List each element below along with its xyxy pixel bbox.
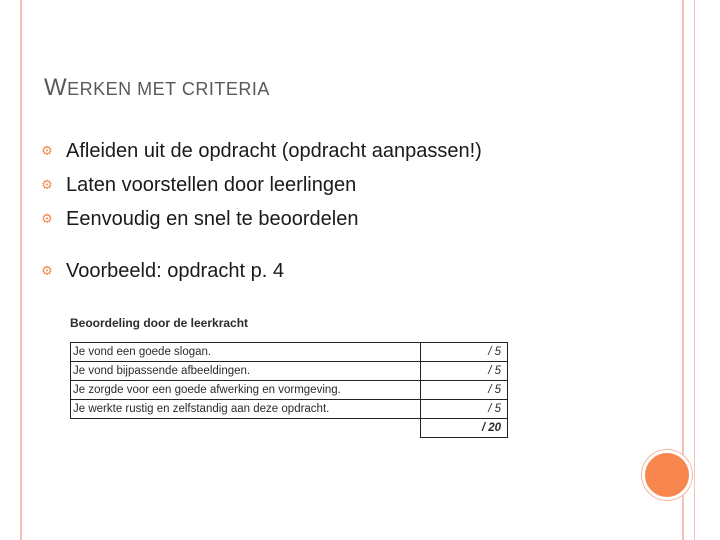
criterion-text: Je werkte rustig en zelfstandig aan deze opdracht. [71,400,421,419]
criterion-score: / 5 [421,400,508,419]
gear-icon: ⚙ [41,263,53,278]
table-row [71,381,508,400]
table-row-total [71,419,508,438]
decorative-circle [642,450,692,500]
criterion-score: / 5 [421,381,508,400]
slide-title [44,74,270,102]
criteria-image [70,316,508,438]
bullet-item [40,134,482,168]
title-first-letter: W [44,74,68,101]
criterion-score: / 5 [421,343,508,362]
criterion-text: Je vond bijpassende afbeeldingen. [71,362,421,381]
table-row [71,343,508,362]
criterion-text: Je zorgde voor een goede afwerking en vormgeving. [71,381,421,400]
bullet-item [40,254,482,288]
total-spacer [71,419,421,438]
bullet-text: Eenvoudig en snel te beoordelen [66,207,359,230]
slide-frame-left [20,0,22,540]
gear-icon: ⚙ [41,211,53,226]
criterion-score: / 5 [421,362,508,381]
total-score: / 20 [421,419,508,438]
criteria-title: Beoordeling door de leerkracht [70,316,249,330]
bullet-text: Voorbeeld: opdracht p. 4 [66,259,284,282]
title-rest: ERKEN MET CRITERIA [67,79,270,99]
criterion-text: Je vond een goede slogan. [71,343,421,362]
slide-frame-right-inner [694,0,695,540]
table-row [71,400,508,419]
bullet-item [40,168,482,202]
gear-icon: ⚙ [41,143,53,158]
bullet-item [40,202,482,236]
bullet-text: Afleiden uit de opdracht (opdracht aanpassen!) [66,139,482,162]
gear-icon: ⚙ [41,177,53,192]
table-row [71,362,508,381]
bullet-text: Laten voorstellen door leerlingen [66,173,357,196]
bullet-list [40,134,482,288]
criteria-table [70,342,508,438]
